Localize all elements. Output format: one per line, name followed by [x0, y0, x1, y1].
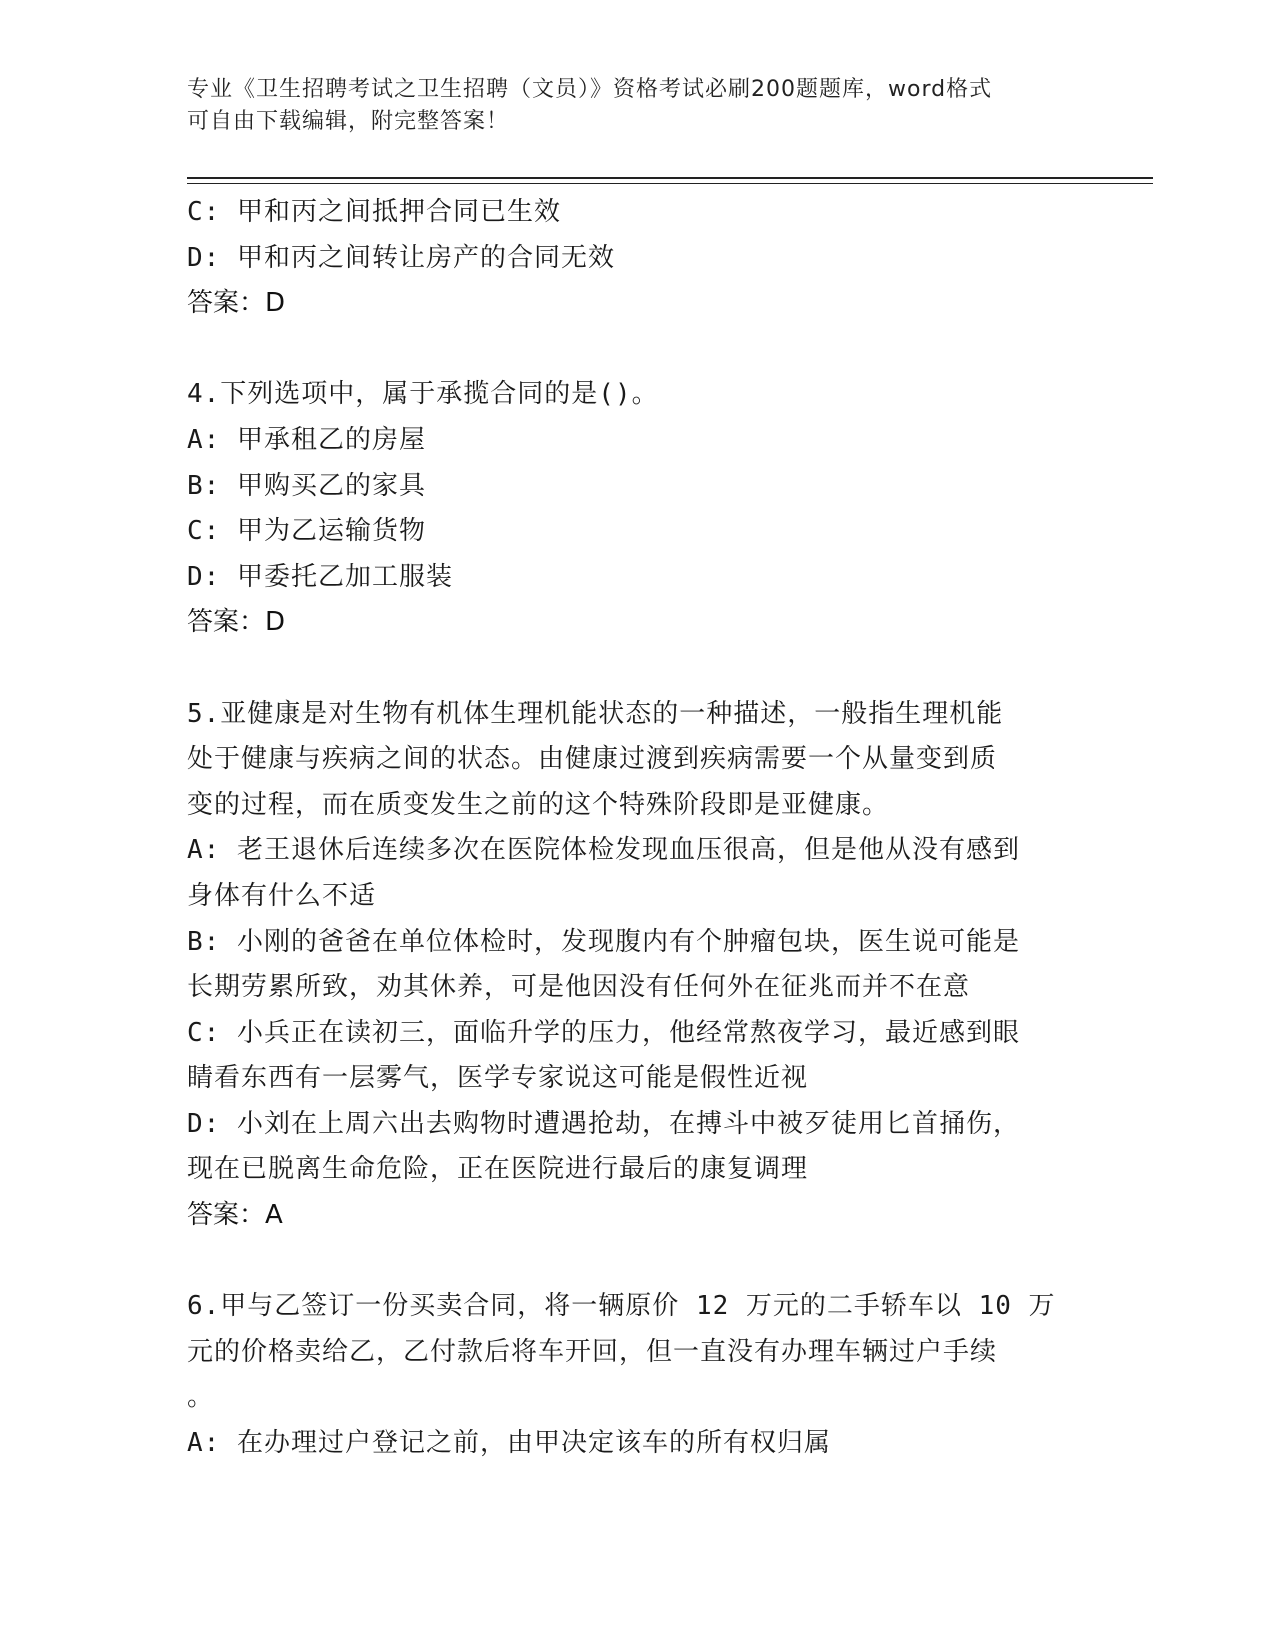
q4-option-c: C: 甲为乙运输货物: [187, 516, 426, 547]
q5-option-c-line-2: 睛看东西有一层雾气，医学专家说这可能是假性近视: [187, 1063, 809, 1094]
q6-option-a: A: 在办理过户登记之前，由甲决定该车的所有权归属: [187, 1428, 831, 1459]
q3-answer: 答案：D: [187, 288, 286, 319]
document-header: [187, 74, 1067, 138]
header-divider-thin: [187, 183, 1153, 184]
spacer: [187, 1239, 1087, 1285]
q5-option-a-line-1: A: 老王退休后连续多次在医院体检发现血压很高，但是他从没有感到: [187, 835, 1020, 866]
spacer: [187, 327, 1087, 373]
q4-stem: 4.下列选项中，属于承揽合同的是()。: [187, 379, 659, 410]
q6-stem-line-3: 。: [187, 1382, 215, 1413]
spacer: [187, 646, 1087, 692]
q3-option-d: D: 甲和丙之间转让房产的合同无效: [187, 242, 615, 273]
q4-answer: 答案：D: [187, 607, 286, 638]
q5-stem-line-3: 变的过程，而在质变发生之前的这个特殊阶段即是亚健康。: [187, 789, 890, 820]
q5-option-a-line-2: 身体有什么不适: [187, 880, 377, 911]
q5-stem-line-1: 5.亚健康是对生物有机体生理机能状态的一种描述，一般指生理机能: [187, 698, 1004, 729]
question-content: [187, 190, 1087, 1467]
q5-option-b-line-2: 长期劳累所致，劝其休养，可是他因没有任何外在征兆而并不在意: [187, 972, 971, 1003]
header-divider-thick: [187, 177, 1153, 179]
q4-option-d: D: 甲委托乙加工服装: [187, 561, 453, 592]
q6-stem-line-2: 元的价格卖给乙，乙付款后将车开回，但一直没有办理车辆过户手续: [187, 1336, 998, 1367]
q5-answer: 答案：A: [187, 1200, 283, 1231]
q5-stem-line-2: 处于健康与疾病之间的状态。由健康过渡到疾病需要一个从量变到质: [187, 744, 998, 775]
header-title-line-2: 可自由下载编辑，附完整答案！: [187, 109, 510, 134]
q3-option-c: C: 甲和丙之间抵押合同已生效: [187, 197, 561, 227]
q4-option-b: B: 甲购买乙的家具: [187, 470, 426, 501]
q6-stem-line-1: 6.甲与乙签订一份买卖合同，将一辆原价 12 万元的二手轿车以 10 万: [187, 1291, 1056, 1322]
header-title-line-1: 专业《卫生招聘考试之卫生招聘（文员）》资格考试必刷200题题库，word格式: [187, 77, 993, 102]
q5-option-d-line-2: 现在已脱离生命危险，正在医院进行最后的康复调理: [187, 1154, 809, 1185]
q4-option-a: A: 甲承租乙的房屋: [187, 424, 426, 455]
q5-option-d-line-1: D: 小刘在上周六出去购物时遭遇抢劫，在搏斗中被歹徒用匕首捅伤，: [187, 1108, 1020, 1139]
q5-option-c-line-1: C: 小兵正在读初三，面临升学的压力，他经常熬夜学习，最近感到眼: [187, 1017, 1020, 1048]
q5-option-b-line-1: B: 小刚的爸爸在单位体检时，发现腹内有个肿瘤包块，医生说可能是: [187, 926, 1020, 957]
